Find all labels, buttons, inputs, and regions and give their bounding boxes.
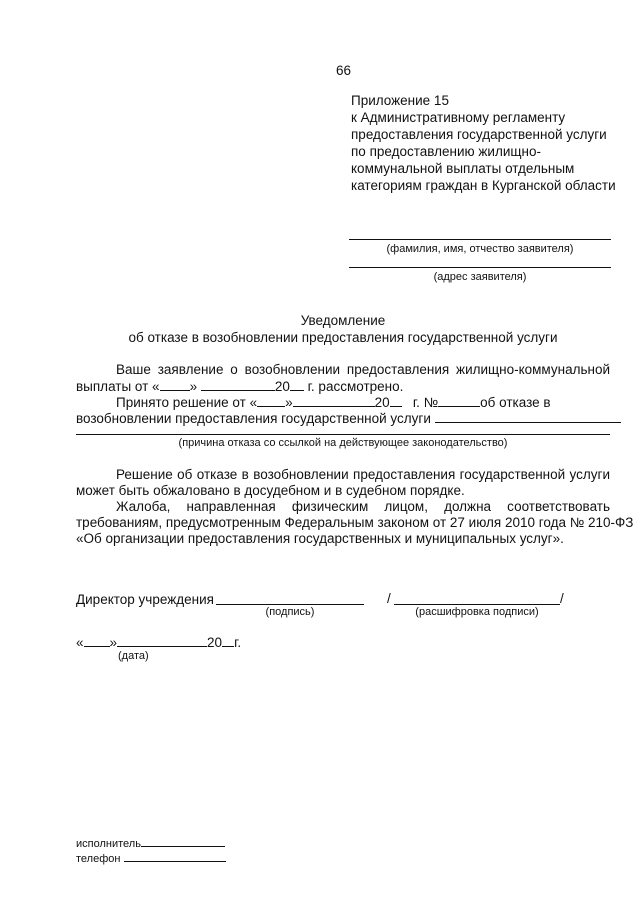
applicant-address-line [349,267,611,268]
applicant-name-line [349,239,611,240]
reason-line [76,434,610,435]
blank-number [438,393,480,407]
text: » [109,635,118,650]
signature-caption: (подпись) [265,606,315,618]
text: выплаты от « [76,379,160,394]
paragraph-2-line-2 [76,409,610,427]
director-label: Директор учреждения [76,592,214,607]
paragraph-4-line-3: «Об организации предоставления государственных и муниципальных услуг». [76,531,564,546]
blank-day [84,633,110,647]
text: г. № [412,395,439,410]
blank-executor [141,835,225,847]
appendix-line: категориям граждан в Курганской области [351,178,616,193]
blank-reason [435,409,621,423]
text: » [285,395,293,410]
page-number: 66 [336,63,352,78]
blank-month [201,377,275,391]
date-line [76,633,241,651]
text: « [76,635,84,650]
signature-line [216,604,364,605]
blank-year [222,633,234,647]
paragraph-3-line-1: Решение об отказе в возобновлении предоставления государственной услуги [116,467,610,482]
text: исполнитель [76,838,141,850]
text: » [189,379,198,394]
paragraph-4-line-2: требованиям, предусмотренным Федеральным законом от 27 июля 2010 года № 210-ФЗ [76,515,634,530]
blank-month [117,633,207,647]
text: г. [234,635,242,650]
paragraph-4-line-1: Жалоба, направленная физическим лицом, должна соответствовать [116,499,610,514]
decoding-caption: (расшифровка подписи) [415,606,539,618]
slash-right: / [560,591,564,606]
paragraph-3-line-2: может быть обжаловано в досудебном и в судебном порядке. [76,483,465,498]
appendix-line: коммунальной выплаты отдельным [351,161,575,176]
blank-month [293,393,375,407]
decoding-line [394,604,560,605]
applicant-address-caption: (адрес заявителя) [433,271,527,283]
paragraph-1-line-1: Ваше заявление о возобновлении предоставления жилищно-коммунальной [116,362,610,377]
appendix-line: по предоставлению жилищно- [351,144,541,159]
date-caption: (дата) [118,650,149,662]
applicant-name-caption: (фамилия, имя, отчество заявителя) [386,243,574,255]
appendix-block [351,92,621,194]
text: возобновлении предоставления государственной услуги [76,411,431,426]
blank-phone [124,850,226,862]
text: 20 [207,635,223,650]
notice-subtitle: об отказе в возобновлении предоставления государственной услуги [128,330,558,345]
slash-left: / [387,591,391,606]
text: телефон [76,853,121,865]
text: об отказе в [480,395,551,410]
text: г. рассмотрено. [307,379,404,394]
reason-caption: (причина отказа со ссылкой на действующее законодательство) [178,437,508,449]
text: 20 [374,395,390,410]
blank-day [257,393,285,407]
appendix-line: к Административному регламенту [351,110,566,125]
blank-year [290,377,304,391]
executor-label [76,835,225,851]
text: 20 [274,379,290,394]
appendix-line: предоставления государственной услуги [351,127,607,142]
phone-label [76,850,226,866]
blank-day [160,377,190,391]
notice-title: Уведомление [300,313,386,328]
blank-year [390,393,402,407]
appendix-title: Приложение 15 [351,93,449,108]
text: Принято решение от « [116,395,258,410]
